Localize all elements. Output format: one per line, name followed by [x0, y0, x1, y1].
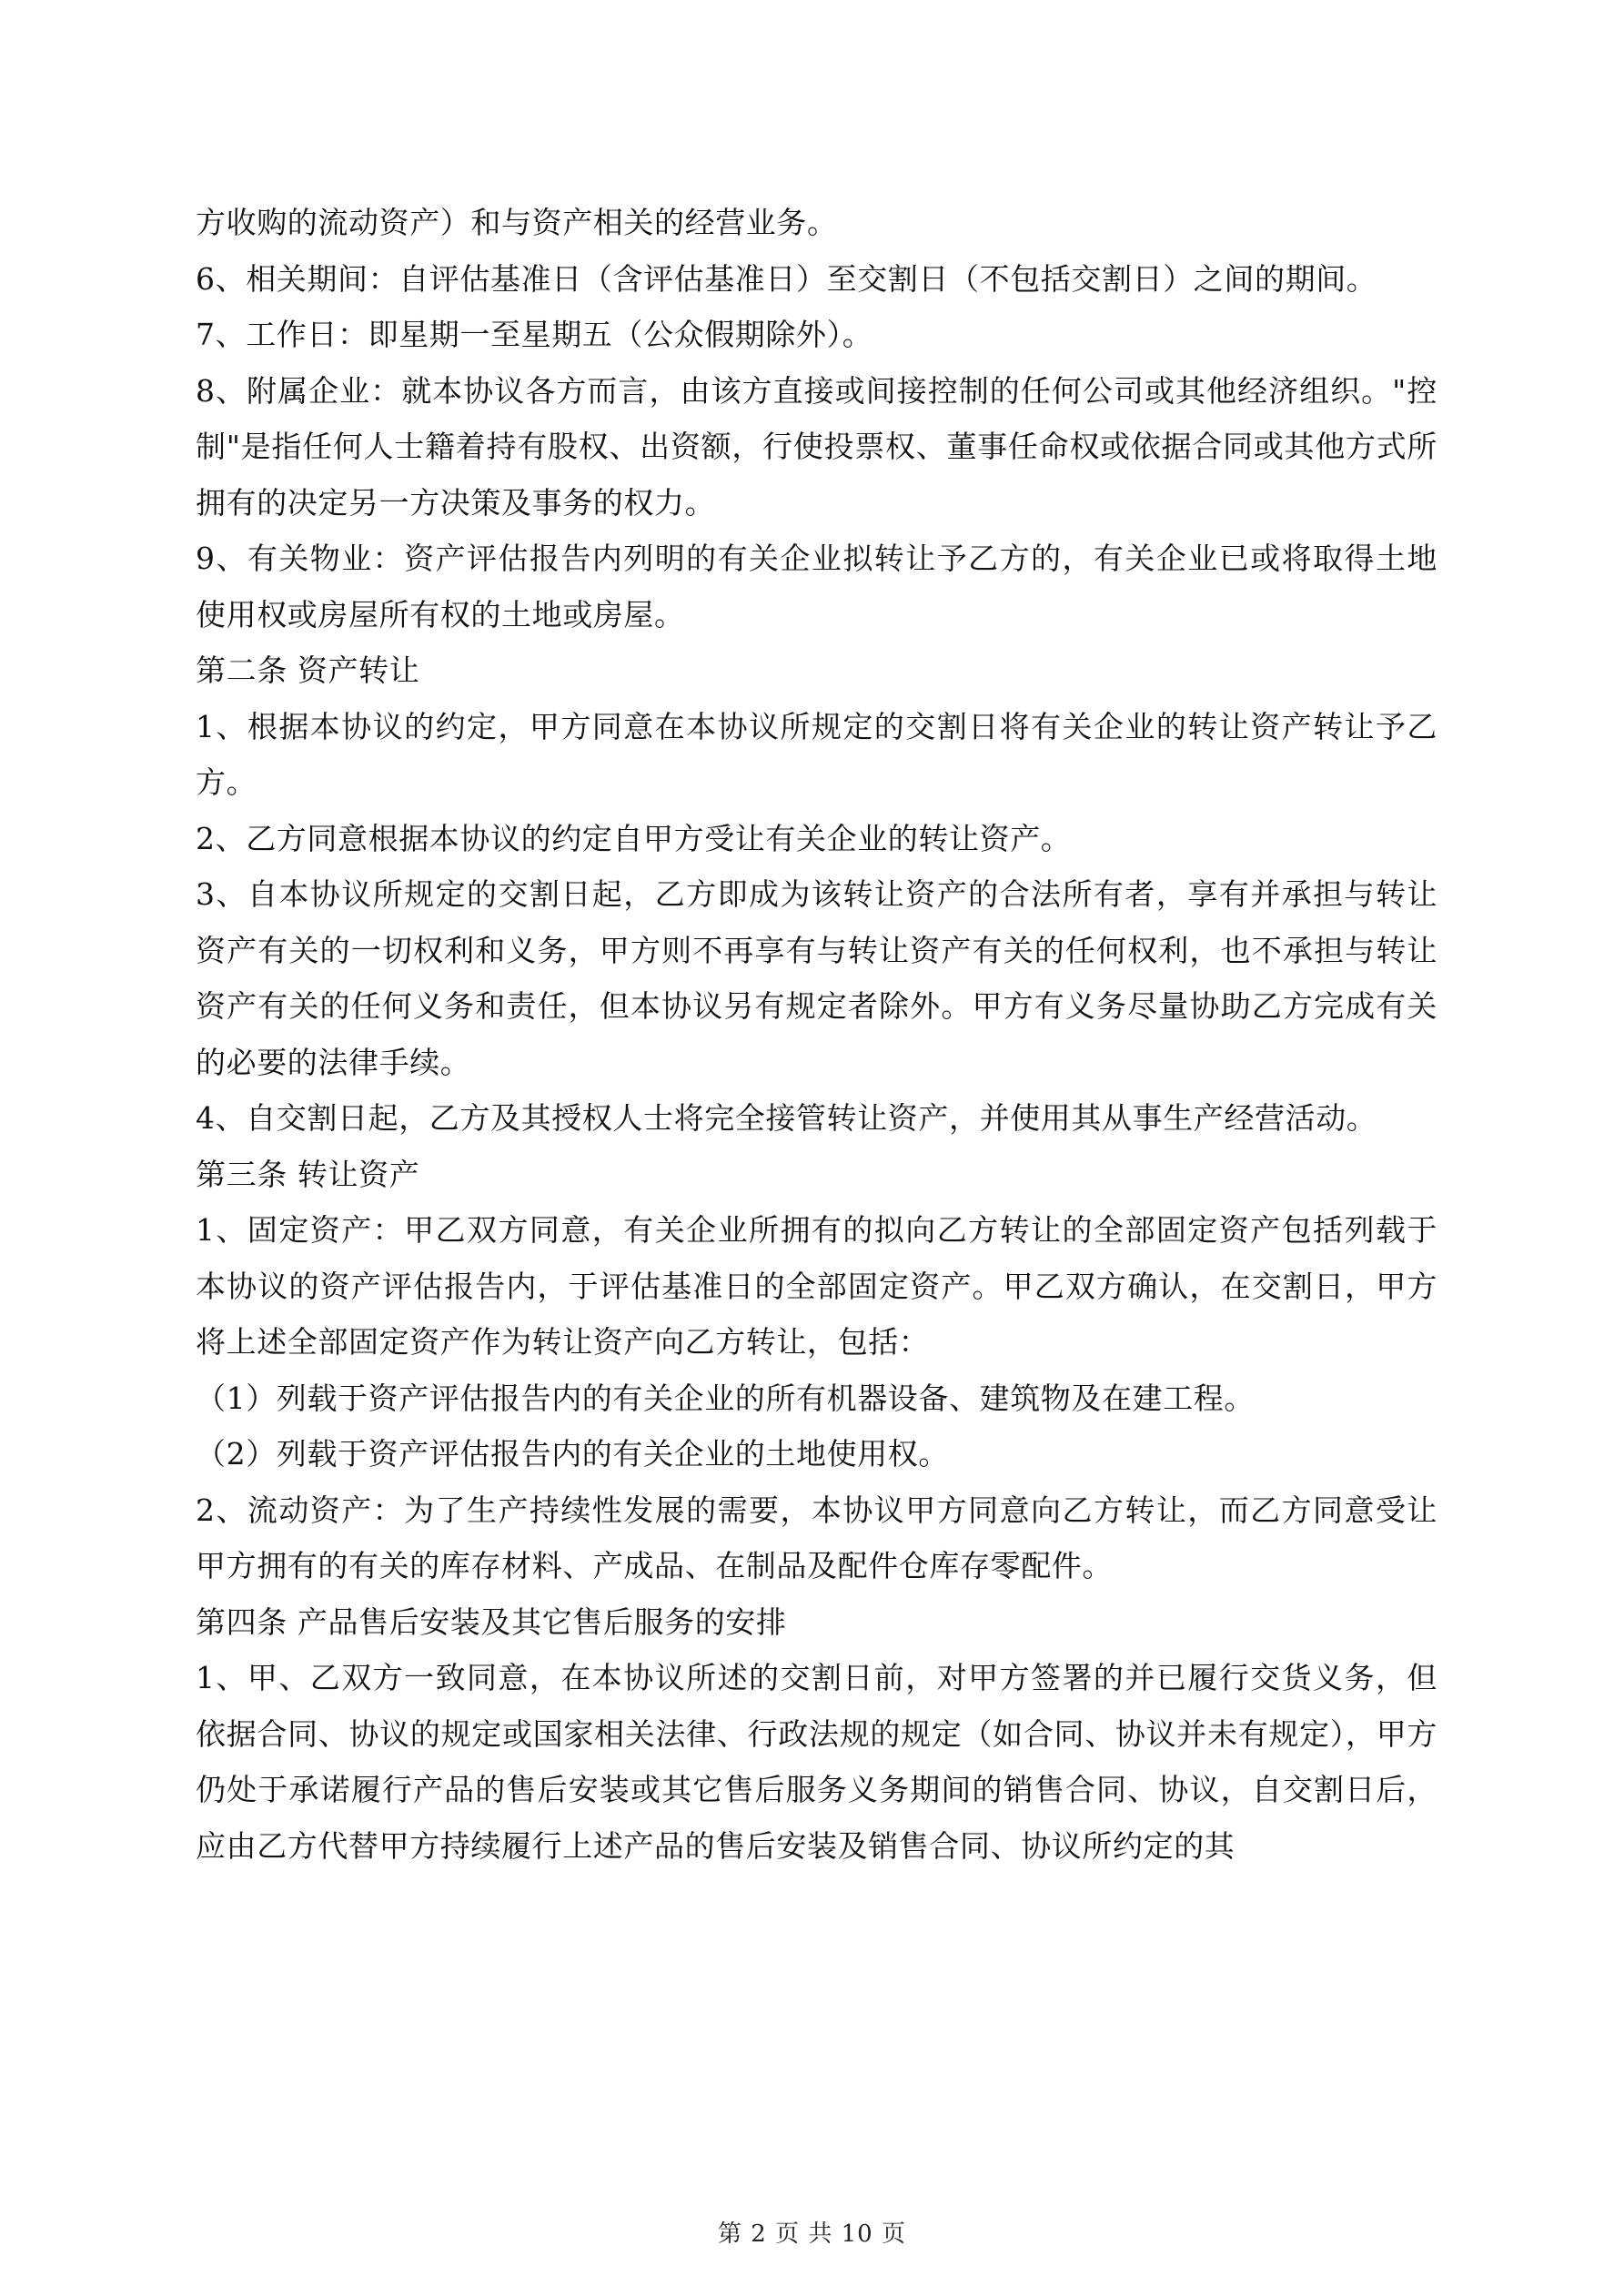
paragraph: 7、工作日：即星期一至星期五（公众假期除外）。 [196, 317, 873, 352]
paragraph: 2、乙方同意根据本协议的约定自甲方受让有关企业的转让资产。 [196, 820, 1072, 856]
paragraph: （1）列载于资产评估报告内的有关企业的所有机器设备、建筑物及在建工程。 [196, 1380, 1255, 1416]
page-number-footer: 第 2 页 共 10 页 [718, 2220, 906, 2248]
paragraph: 3、自本协议所规定的交割日起，乙方即成为该转让资产的合法所有者，享有并承担与转让资产有关的一切权利和义务，甲方则不再享有与转让资产有关的任何权利，也不承担与转让资产有关的任何义务和责任，但本协议另有规定者除外。甲方有义务尽量协助乙方完成有关的必要的法律手续。 [196, 876, 1437, 1080]
paragraph: 1、固定资产：甲乙双方同意，有关企业所拥有的拟向乙方转让的全部固定资产包括列载于本协议的资产评估报告内，于评估基准日的全部固定资产。甲乙双方确认，在交割日，甲方将上述全部固定资产作为转让资产向乙方转让，包括： [196, 1212, 1437, 1360]
paragraph: 8、附属企业：就本协议各方而言，由该方直接或间接控制的任何公司或其他经济组织。"控制"是指任何人士籍着持有股权、出资额，行使投票权、董事任命权或依据合同或其他方式所拥有的决定另一方决策及事务的权力。 [196, 372, 1437, 521]
paragraph: 6、相关期间：自评估基准日（含评估基准日）至交割日（不包括交割日）之间的期间。 [196, 260, 1377, 297]
paragraph: 1、根据本协议的约定，甲方同意在本协议所规定的交割日将有关企业的转让资产转让予乙方。 [196, 708, 1437, 800]
paragraph: 9、有关物业：资产评估报告内列明的有关企业拟转让予乙方的，有关企业已或将取得土地使用权或房屋所有权的土地或房屋。 [196, 541, 1437, 632]
paragraph: 方收购的流动资产）和与资产相关的经营业务。 [196, 205, 838, 240]
paragraph: 4、自交割日起，乙方及其授权人士将完全接管转让资产，并使用其从事生产经营活动。 [196, 1100, 1377, 1136]
section-heading: 第二条 资产转让 [196, 652, 420, 688]
section-heading: 第四条 产品售后安装及其它售后服务的安排 [196, 1603, 787, 1640]
section-heading: 第三条 转让资产 [196, 1156, 420, 1192]
paragraph: 1、甲、乙双方一致同意，在本协议所述的交割日前，对甲方签署的并已履行交货义务，但依据合同、协议的规定或国家相关法律、行政法规的规定（如合同、协议并未有规定），甲方仍处于承诺履行产品的售后安装或其它售后服务义务期间的销售合同、协议，自交割日后，应由乙方代替甲方持续履行上述产品的售后安装及销售合同、协议所约定的其 [196, 1660, 1437, 1864]
paragraph: 2、流动资产：为了生产持续性发展的需要，本协议甲方同意向乙方转让，而乙方同意受让甲方拥有的有关的库存材料、产成品、在制品及配件仓库存零配件。 [196, 1492, 1437, 1583]
document-body [196, 195, 1437, 1874]
paragraph: （2）列载于资产评估报告内的有关企业的土地使用权。 [196, 1436, 949, 1472]
